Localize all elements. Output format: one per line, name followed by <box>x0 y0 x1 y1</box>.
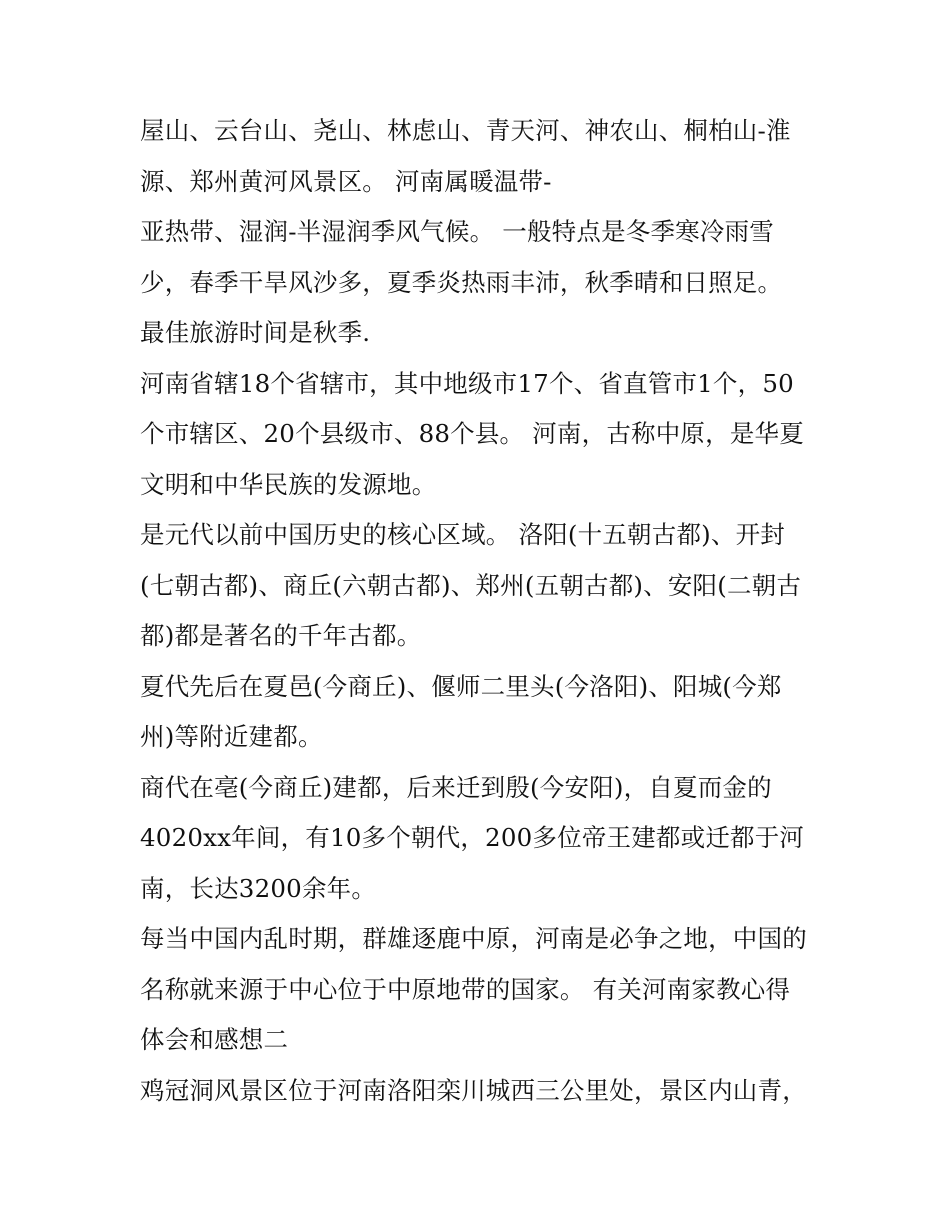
text-line: 个市辖区、20个县级市、88个县。 河南，古称中原，是华夏 <box>140 419 804 448</box>
text-line: 4020xx年间，有10多个朝代，200多位帝王建都或迁都于河 <box>140 823 805 852</box>
body-text <box>140 106 820 1116</box>
text-line: 每当中国内乱时期，群雄逐鹿中原，河南是必争之地，中国的 <box>140 924 807 953</box>
text-line: 都)都是著名的千年古都。 <box>140 621 422 650</box>
text-line: 河南省辖18个省辖市，其中地级市17个、省直管市1个，50 <box>140 368 794 398</box>
text-line: (七朝古都)、商丘(六朝古都)、郑州(五朝古都)、安阳(二朝古 <box>140 570 802 600</box>
text-line: 体会和感想二 <box>140 1025 289 1054</box>
text-line: 州)等附近建都。 <box>140 722 323 751</box>
text-line: 鸡冠洞风景区位于河南洛阳栾川城西三公里处，景区内山青， <box>140 1075 807 1105</box>
text-line: 是元代以前中国历史的核心区域。 洛阳(十五朝古都)、开封 <box>140 520 786 549</box>
text-line: 名称就来源于中心位于中原地带的国家。 有关河南家教心得 <box>140 974 791 1004</box>
text-line: 南，长达3200余年。 <box>140 873 377 903</box>
text-line: 文明和中华民族的发源地。 <box>140 469 437 499</box>
text-line: 屋山、云台山、尧山、林虑山、青天河、神农山、桐柏山-淮 <box>140 116 791 145</box>
text-line: 夏代先后在夏邑(今商丘)、偃师二里头(今洛阳)、阳城(今郑 <box>140 671 782 701</box>
text-line: 最佳旅游时间是秋季. <box>140 318 371 347</box>
text-line: 少，春季干旱风沙多，夏季炎热雨丰沛，秋季晴和日照足。 <box>140 267 783 297</box>
text-line: 源、郑州黄河风景区。 河南属暖温带- <box>140 166 552 196</box>
text-line: 商代在亳(今商丘)建都，后来迁到殷(今安阳)，自夏而金的 <box>140 772 772 802</box>
text-line: 亚热带、湿润-半湿润季风气候。 一般特点是冬季寒冷雨雪 <box>140 217 774 246</box>
